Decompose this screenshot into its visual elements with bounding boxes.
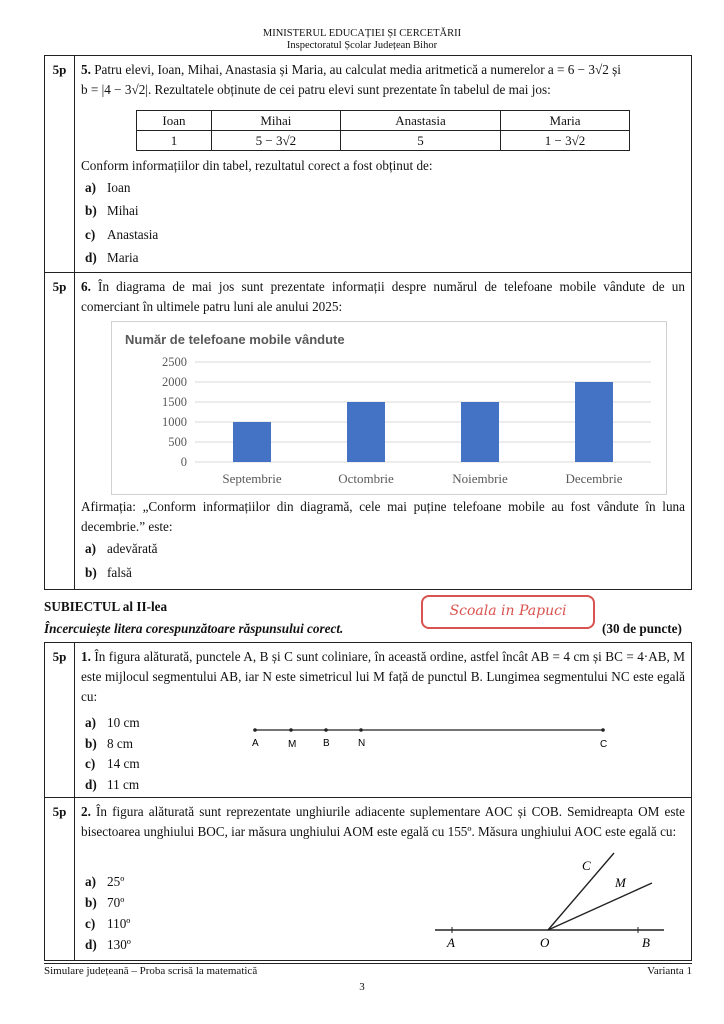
section-instruction: Încercuiește litera corespunzătoare răspunsului corect. (44, 621, 344, 636)
option-letter: c) (85, 756, 96, 771)
question-points: 5p (45, 798, 75, 960)
inspectorate-header: Inspectoratul Școlar Județean Bihor (286, 40, 438, 51)
question-6-box (44, 272, 692, 590)
ray-om (548, 883, 652, 930)
option-b[interactable] (85, 893, 124, 913)
question-5-text: Patru elevi, Ioan, Mihai, Anastasia și Maria, au calculat media aritmetică a numerelor a = 6 − 3√2 și (94, 62, 621, 77)
option-text: Anastasia (107, 227, 159, 242)
option-text: Maria (107, 250, 139, 265)
option-letter: d) (85, 777, 97, 792)
question-6-number: 6. (81, 279, 91, 294)
question-5-prompt: Conform informațiilor din tabel, rezultatul corect a fost obținut de: (81, 158, 433, 173)
y-tick-label: 2500 (162, 355, 187, 369)
x-tick-label: Septembrie (222, 471, 282, 486)
option-text: Ioan (107, 180, 131, 195)
option-letter: b) (85, 736, 97, 751)
question-points: 5p (45, 643, 75, 797)
table-cell: 5 (340, 131, 500, 151)
question-s2-1-box (44, 642, 692, 798)
x-tick-label: Octombrie (338, 471, 394, 486)
bar (233, 422, 271, 462)
bar (347, 402, 385, 462)
y-tick-label: 1000 (162, 415, 187, 429)
option-text: Mihai (107, 203, 139, 218)
label-n: N (358, 738, 366, 749)
question-text (81, 647, 685, 707)
label-b: B (323, 738, 330, 749)
label-a: A (252, 738, 259, 749)
y-tick-label: 500 (168, 435, 187, 449)
option-text: 14 cm (107, 756, 140, 771)
label-b: B (642, 935, 650, 950)
question-number: 2. (81, 804, 91, 819)
bar (461, 402, 499, 462)
option-text: 130º (107, 937, 131, 952)
question-text (81, 802, 685, 842)
page-number: 3 (359, 981, 365, 993)
option-letter: b) (85, 895, 97, 910)
option-letter: c) (85, 227, 96, 242)
bar (575, 382, 613, 462)
question-6-body: În diagrama de mai jos sunt prezentate informații despre numărul de telefoane mobile vândute de un comerciant în ultimele patru luni ale anului 2025: (81, 279, 685, 314)
option-c[interactable] (85, 225, 158, 245)
option-text: 8 cm (107, 736, 134, 751)
question-6-points: 5p (45, 273, 75, 589)
option-text: adevărată (107, 541, 158, 556)
bar-chart (111, 321, 667, 495)
footer-divider (44, 963, 692, 964)
option-b[interactable] (85, 563, 132, 583)
y-tick-label: 1500 (162, 395, 187, 409)
question-5-text-line1 (81, 60, 685, 80)
option-text: 10 cm (107, 715, 140, 730)
option-c[interactable] (85, 914, 130, 934)
option-letter: b) (85, 203, 97, 218)
chart-title: Număr de telefoane mobile vândute (125, 332, 345, 347)
option-b[interactable] (85, 201, 139, 221)
question-s2-2-box (44, 797, 692, 961)
question-6-statement: Afirmația: „Conform informațiilor din diagramă, cele mai puține telefoane mobile au fost vândute în luna decembrie.” este: (81, 499, 685, 534)
table-row (137, 131, 630, 151)
question-number: 1. (81, 649, 91, 664)
footer-right: Varianta 1 (647, 965, 692, 977)
option-b[interactable] (85, 734, 133, 754)
label-m: M (615, 875, 626, 890)
option-text: 11 cm (107, 777, 140, 792)
question-body: În figura alăturată, punctele A, B și C sunt coliniare, în această ordine, astfel încât AB = 4 cm și BC = 4·AB, M este mijlocul segmentului AB, iar N este simetricul lui M față de punctul B. Lungimea segmentului NC este egală cu: (81, 649, 685, 704)
option-c[interactable] (85, 754, 140, 774)
question-6-text (81, 277, 685, 317)
option-a[interactable] (85, 539, 158, 559)
point-m (289, 728, 293, 732)
option-d[interactable] (85, 248, 139, 268)
option-letter: d) (85, 250, 97, 265)
point-b (324, 728, 328, 732)
option-letter: a) (85, 715, 96, 730)
segment-figure (245, 721, 615, 751)
question-5-points: 5p (45, 56, 75, 272)
question-5-text-line2: b = |4 − 3√2|. Rezultatele obținute de cei patru elevi sunt prezentate în tabelul de mai jos: (81, 82, 551, 97)
option-a[interactable] (85, 872, 124, 892)
option-d[interactable] (85, 935, 131, 955)
point-n (359, 728, 363, 732)
option-text: 70º (107, 895, 125, 910)
x-tick-label: Noiembrie (452, 471, 508, 486)
question-body: În figura alăturată sunt reprezentate unghiurile adiacente suplementare AOC și COB. Semidreapta OM este bisectoarea unghiului BOC, iar măsura unghiului AOM este egală cu 155º. Măsura unghiului AOC este egală cu: (81, 804, 686, 839)
ray-oc (548, 853, 614, 930)
footer-left: Simulare județeană – Proba scrisă la matematică (44, 965, 258, 977)
results-table (136, 110, 630, 151)
label-c: C (582, 858, 591, 873)
option-letter: a) (85, 180, 96, 195)
table-header-cell: Anastasia (340, 111, 500, 131)
question-5-number: 5. (81, 62, 91, 77)
label-a: A (447, 935, 455, 950)
table-cell: 1 (137, 131, 212, 151)
section-points: (30 de puncte) (602, 621, 682, 636)
ministry-header: MINISTERUL EDUCAȚIEI ȘI CERCETĂRII (262, 28, 462, 39)
option-d[interactable] (85, 775, 139, 795)
option-a[interactable] (85, 178, 130, 198)
y-tick-label: 0 (180, 455, 187, 469)
label-c: C (600, 739, 608, 750)
option-letter: a) (85, 874, 96, 889)
option-a[interactable] (85, 713, 140, 733)
option-text: 25º (107, 874, 125, 889)
table-header-cell: Maria (501, 111, 630, 131)
point-a (253, 728, 257, 732)
label-o: O (540, 935, 550, 950)
table-cell: 1 − 3√2 (501, 131, 630, 151)
option-text: 110º (107, 916, 131, 931)
label-m: M (288, 739, 297, 750)
option-text: falsă (107, 565, 132, 580)
question-5-box (44, 55, 692, 273)
y-tick-label: 2000 (162, 375, 187, 389)
option-letter: b) (85, 565, 97, 580)
angle-figure (430, 850, 680, 960)
option-letter: c) (85, 916, 96, 931)
table-header-cell: Mihai (211, 111, 340, 131)
section-title: SUBIECTUL al II-lea (44, 599, 168, 614)
option-letter: a) (85, 541, 96, 556)
table-header-row (137, 111, 630, 131)
table-header-cell: Ioan (137, 111, 212, 131)
table-cell: 5 − 3√2 (211, 131, 340, 151)
x-tick-label: Decembrie (565, 471, 623, 486)
watermark-stamp: Scoala in Papuci (421, 595, 595, 629)
option-letter: d) (85, 937, 97, 952)
point-c (601, 728, 605, 732)
